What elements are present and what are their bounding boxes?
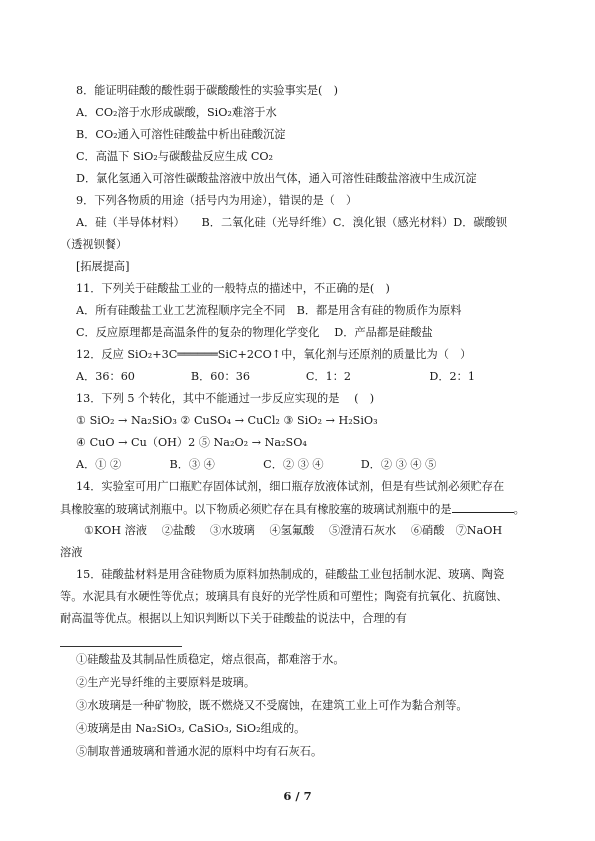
q14-line4: 溶液: [60, 546, 83, 559]
q11-options-cd: C．反应原理都是高温条件的复杂的物理化学变化 D．产品都是硅酸盐: [76, 326, 433, 339]
q8-option-b: B．CO₂通入可溶性硅酸盐中析出硅酸沉淀: [76, 128, 286, 141]
q8-option-a: A．CO₂溶于水形成碳酸，SiO₂难溶于水: [76, 106, 277, 119]
q9-options-line1: A．硅（半导体材料） B．二氧化硅（光导纤维）C．溴化银（感光材料）D．碳酸钡: [76, 216, 507, 229]
q8-stem: 8．能证明硅酸的酸性弱于碳酸酸性的实验事实是( ): [76, 84, 338, 97]
q13-row2: ④ CuO → Cu（OH）2 ⑤ Na₂O₂ → Na₂SO₄: [76, 436, 307, 449]
q9-stem: 9．下列各物质的用途（括号内为用途），错误的是（ ）: [76, 194, 358, 207]
q14-line3: ①KOH 溶液 ②盐酸 ③水玻璃 ④氢氟酸 ⑤澄清石灰水 ⑥硝酸 ⑦NaOH: [84, 524, 503, 537]
q14-line2-text: 具橡胶塞的玻璃试剂瓶中。以下物质必须贮存在具有橡胶塞的玻璃试剂瓶中的是: [60, 503, 452, 516]
q15-line2: 等。水泥具有水硬性等优点；玻璃具有良好的光学性质和可塑性；陶瓷有抗氧化、抗腐蚀、: [60, 590, 508, 603]
q8-option-c: C．高温下 SiO₂与碳酸盐反应生成 CO₂: [76, 150, 274, 163]
q13-row1: ① SiO₂ → Na₂SiO₃ ② CuSO₄ → CuCl₂ ③ SiO₂ → H₂SiO₃: [76, 414, 378, 427]
section-heading: [拓展提高]: [76, 260, 130, 273]
q14-line1: 14．实验室可用广口瓶贮存固体试剂，细口瓶存放液体试剂，但是有些试剂必须贮存在: [76, 480, 505, 493]
statement-1: ①硅酸盐及其制品性质稳定，熔点很高，都难溶于水。: [76, 653, 345, 666]
q8-option-d: D．氯化氢通入可溶性碳酸盐溶液中放出气体，通入可溶性硅酸盐溶液中生成沉淀: [76, 172, 477, 185]
q11-stem: 11．下列关于硅酸盐工业的一般特点的描述中，不正确的是( ): [76, 282, 390, 295]
answer-blank[interactable]: [452, 502, 514, 513]
footnote-separator: [60, 646, 182, 647]
q15-line3: 耐高温等优点。根据以上知识判断以下关于硅酸盐的说法中，合理的有: [60, 612, 407, 625]
q11-options-ab: A．所有硅酸盐工业工艺流程顺序完全不同 B．都是用含有硅的物质作为原料: [76, 304, 462, 317]
q12-options: A．36：60 B．60：36 C．1：2 D．2：1: [76, 370, 475, 383]
q15-line1: 15．硅酸盐材料是用含硅物质为原料加热制成的，硅酸盐工业包括制水泥、玻璃、陶瓷: [76, 568, 505, 581]
statement-2: ②生产光导纤维的主要原料是玻璃。: [76, 676, 256, 689]
q14-line2: [60, 502, 550, 517]
page-number: 6 / 7: [283, 789, 312, 803]
q13-stem: 13．下列 5 个转化，其中不能通过一步反应实现的是 ( ): [76, 392, 375, 405]
statement-4: ④玻璃是由 Na₂SiO₃, CaSiO₃, SiO₂组成的。: [76, 722, 306, 735]
q12-stem: 12．反应 SiO₂+3C══════SiC+2CO↑中，氧化剂与还原剂的质量比为（ ）: [76, 348, 472, 361]
q14-line2-end: 。: [513, 503, 525, 516]
q9-options-line2: （透视钡餐）: [60, 238, 128, 251]
statement-3: ③水玻璃是一种矿物胶，既不燃烧又不受腐蚀，在建筑工业上可作为黏合剂等。: [76, 699, 468, 712]
q13-options: A．① ② B．③ ④ C．② ③ ④ D．② ③ ④ ⑤: [76, 458, 437, 471]
statement-5: ⑤制取普通玻璃和普通水泥的原料中均有石灰石。: [76, 745, 323, 758]
